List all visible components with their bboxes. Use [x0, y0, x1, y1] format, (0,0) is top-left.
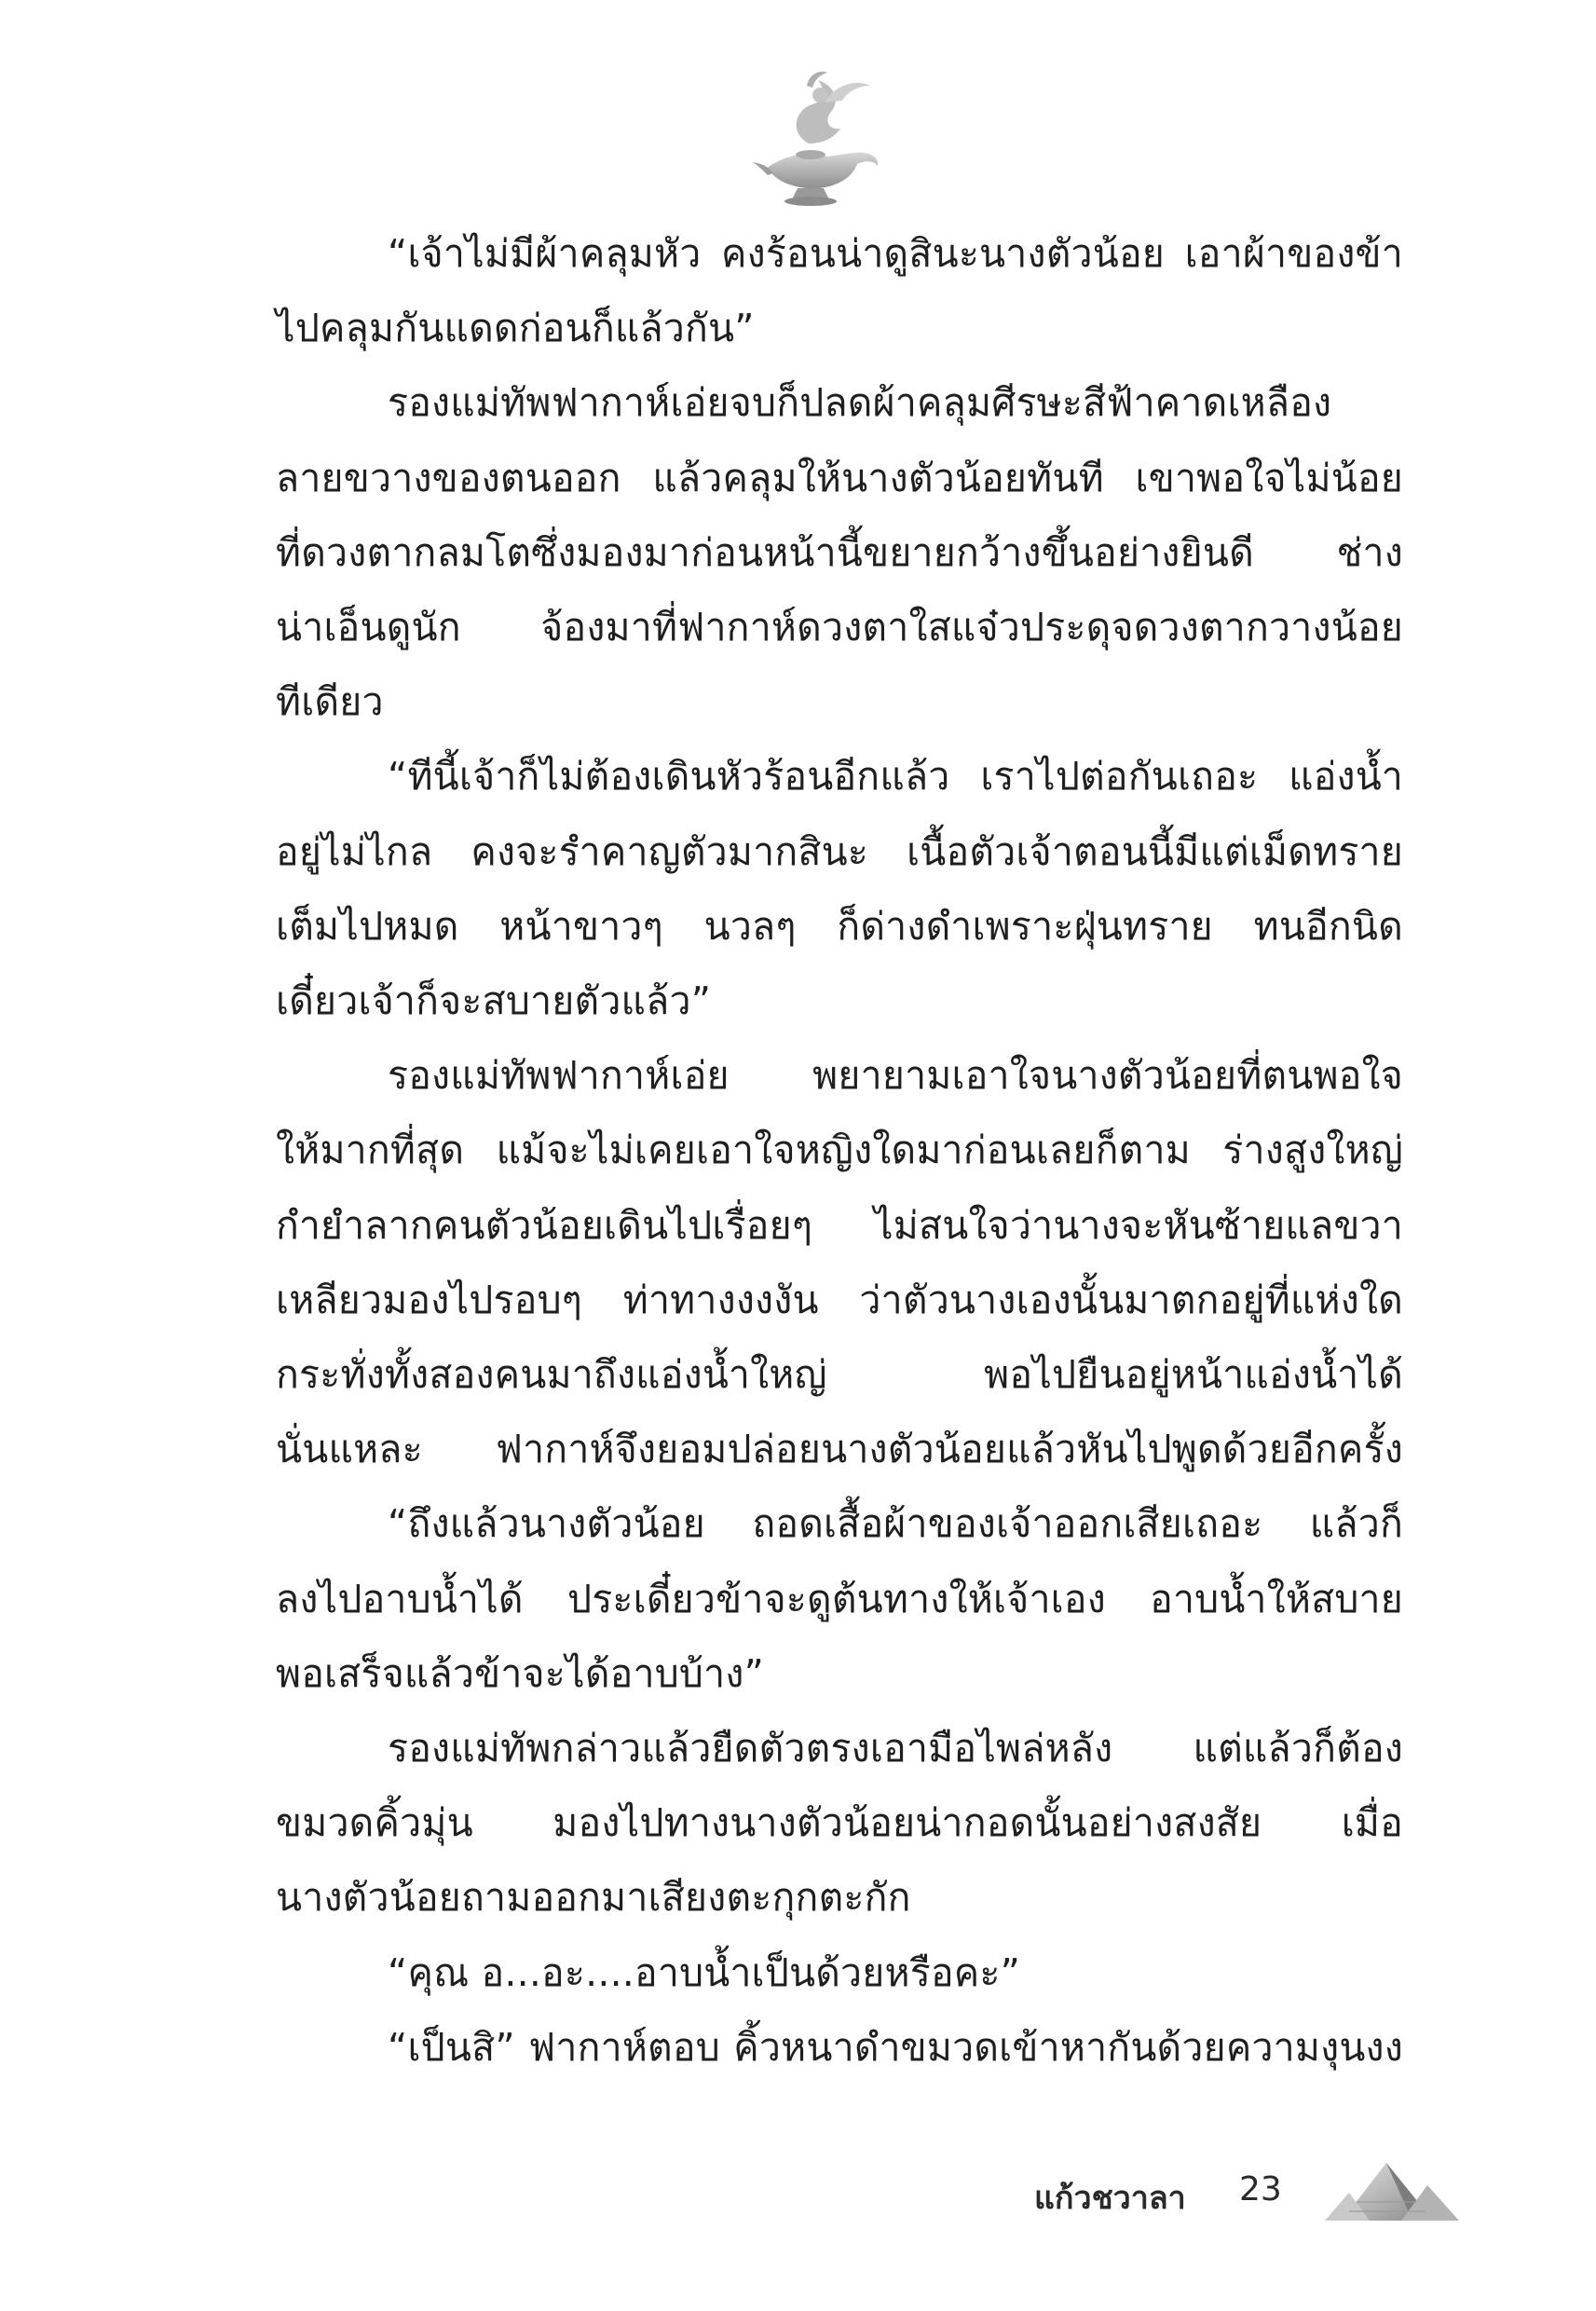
text-line: ลายขวางของตนออก แล้วคลุมให้นางตัวน้อยทันที เขาพอใจไม่น้อย — [276, 455, 1403, 500]
text-line: รองแม่ทัพฟากาห์เอ่ยจบก็ปลดผ้าคลุมศีรษะสีฟ้าคาดเหลือง — [388, 380, 1332, 426]
text-line: ลงไปอาบน้ำได้ ประเดี๋ยวข้าจะดูต้นทางให้เจ้าเอง อาบน้ำให้สบาย — [276, 1576, 1403, 1621]
text-line: ไปคลุมกันแดดก่อนก็แล้วกัน” — [276, 306, 755, 351]
paragraph — [276, 1486, 1403, 1711]
text-line: “เจ้าไม่มีผ้าคลุมหัว คงร้อนน่าดูสินะนางตัวน้อย เอาผ้าของข้า — [388, 231, 1403, 276]
text-line: “ถึงแล้วนางตัวน้อย ถอดเสื้อผ้าของเจ้าออกเสียเถอะ แล้วก็ — [388, 1501, 1403, 1547]
genie-lamp-icon — [751, 58, 891, 216]
text-line: พอเสร็จแล้วข้าจะได้อาบบ้าง” — [276, 1650, 765, 1696]
text-line: ขมวดคิ้วมุ่น มองไปทางนางตัวน้อยน่ากอดนั้นอย่างสงสัย เมื่อ — [276, 1800, 1403, 1846]
page-number: 23 — [1239, 2170, 1282, 2208]
text-line: น่าเอ็นดูนัก จ้องมาที่ฟากาห์ดวงตาใสแจ๋วประดุจดวงตากวางน้อย — [276, 605, 1403, 650]
text-line: “ทีนี้เจ้าก็ไม่ต้องเดินหัวร้อนอีกแล้ว เราไปต่อกันเถอะ แอ่งน้ำ — [388, 754, 1403, 800]
text-line: “เป็นสิ” ฟากาห์ตอบ คิ้วหนาดำขมวดเข้าหากันด้วยความงุนงง — [388, 2024, 1403, 2070]
paragraph — [276, 1935, 1403, 2010]
text-line: “คุณ อ...อะ....อาบน้ำเป็นด้วยหรือคะ” — [388, 1949, 1021, 1995]
body-text — [276, 216, 1403, 2085]
paragraph — [276, 216, 1403, 365]
page-footer — [1034, 2157, 1481, 2232]
text-line: อยู่ไม่ไกล คงจะรำคาญตัวมากสินะ เนื้อตัวเจ้าตอนนี้มีแต่เม็ดทราย — [276, 828, 1403, 874]
paragraph — [276, 2010, 1403, 2085]
text-line: รองแม่ทัพกล่าวแล้วยืดตัวตรงเอามือไพล่หลัง แต่แล้วก็ต้อง — [388, 1726, 1403, 1771]
text-line: นางตัวน้อยถามออกมาเสียงตะกุกตะกัก — [276, 1875, 911, 1921]
text-line: เต็มไปหมด หน้าขาวๆ นวลๆ ก็ด่างดำเพราะฝุ่นทราย ทนอีกนิด — [276, 903, 1403, 949]
paragraph — [276, 1711, 1403, 1935]
text-line: กระทั่งทั้งสองคนมาถึงแอ่งน้ำใหญ่ พอไปยืนอยู่หน้าแอ่งน้ำได้ — [276, 1352, 1403, 1398]
pyramid-icon — [1323, 2157, 1463, 2224]
text-line: ให้มากที่สุด แม้จะไม่เคยเอาใจหญิงใดมาก่อนเลยก็ตาม ร่างสูงใหญ่ — [276, 1128, 1403, 1173]
text-line: กำยำลากคนตัวน้อยเดินไปเรื่อยๆ ไม่สนใจว่านางจะหันซ้ายแลขวา — [276, 1202, 1403, 1248]
text-line: เหลียวมองไปรอบๆ ท่าทางงงงัน ว่าตัวนางเองนั้นมาตกอยู่ที่แห่งใด — [276, 1277, 1403, 1322]
paragraph — [276, 365, 1403, 739]
text-line: นั่นแหละ ฟากาห์จึงยอมปล่อยนางตัวน้อยแล้วหันไปพูดด้วยอีกครั้ง — [276, 1427, 1403, 1472]
text-line: รองแม่ทัพฟากาห์เอ่ย พยายามเอาใจนางตัวน้อยที่ตนพอใจ — [388, 1053, 1403, 1099]
paragraph — [276, 739, 1403, 1038]
text-line: ทีเดียว — [276, 679, 384, 725]
text-line: ที่ดวงตากลมโตซึ่งมองมาก่อนหน้านี้ขยายกว้างขึ้นอย่างยินดี ช่าง — [276, 529, 1403, 575]
text-line: เดี๋ยวเจ้าก็จะสบายตัวแล้ว” — [276, 978, 712, 1024]
paragraph — [276, 1038, 1403, 1486]
book-title: แก้วชวาลา — [1034, 2180, 1186, 2217]
